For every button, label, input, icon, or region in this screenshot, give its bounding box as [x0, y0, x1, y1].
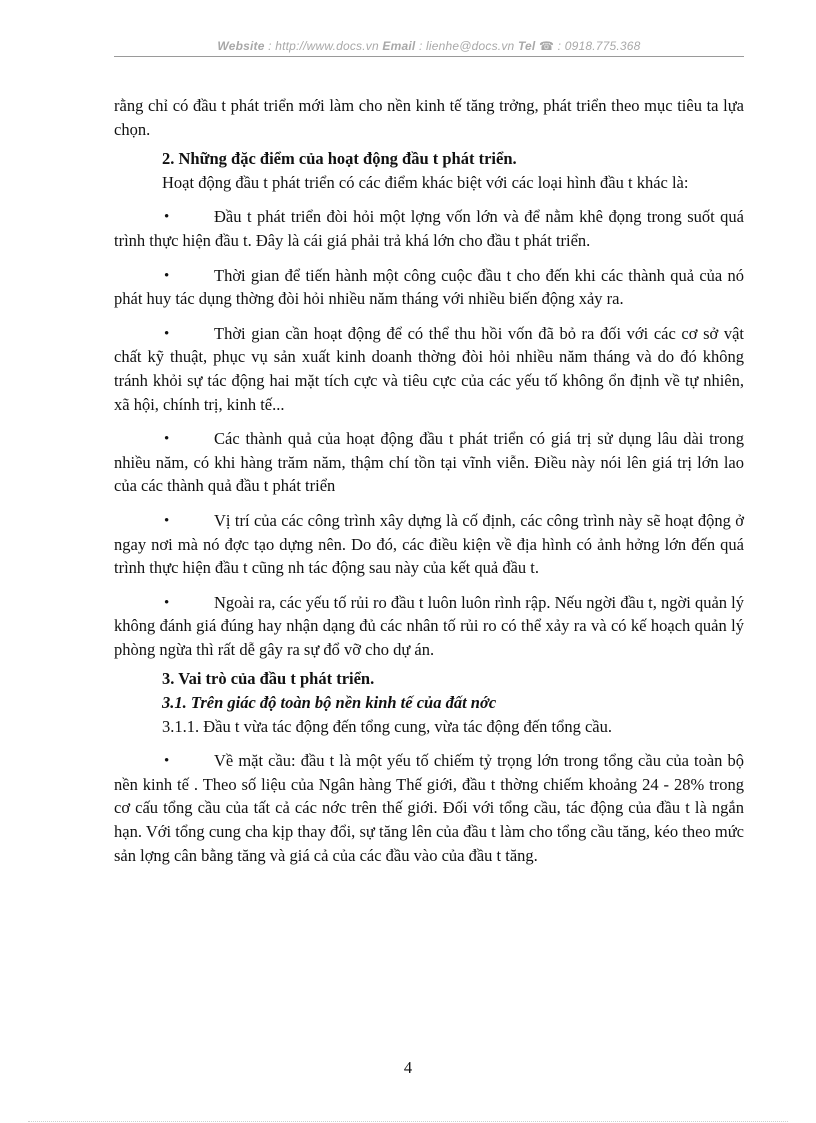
subsection-3-1-1: 3.1.1. Đầu t vừa tác động đến tổng cung, vừa tác động đến tổng cầu.	[162, 716, 612, 736]
bullet-icon: •	[164, 512, 170, 529]
bullet-item	[114, 509, 744, 580]
bullet-text: Về mặt cầu: đầu t là một yếu tố chiếm tỷ trọng lớn trong tổng cầu của toàn bộ nền kinh tế . Theo số liệu của Ngân hàng Thế giới, đầu t thờng chiếm khoảng 24 - 28% trong cơ cấu tổng cầu của tất cả các nớc trên thế giới. Đối với tổng cầu, tác động của đầu t là ngắn hạn. Với tổng cung cha kịp thay đổi, sự tăng lên của đầu t làm cho tổng cầu tăng, kéo theo mức sản lợng cân bằng tăng và giá cả của các đầu vào của đầu t tăng.	[114, 751, 744, 865]
bullet-icon: •	[164, 267, 170, 284]
header-divider	[114, 56, 744, 57]
phone-icon: ☎	[538, 39, 555, 53]
section-heading-3: 3. Vai trò của đầu t phát triển.	[162, 669, 375, 689]
intro-paragraph: rằng chỉ có đầu t phát triển mới làm cho nền kinh tế tăng trởng, phát triển theo mục tiêu ta lựa chọn.	[114, 96, 744, 139]
document-body	[114, 94, 744, 867]
bullet-item	[114, 264, 744, 311]
bullet-icon: •	[164, 753, 170, 770]
bullet-icon: •	[164, 209, 170, 226]
footer-divider	[28, 1121, 788, 1122]
section-heading-2: 2. Những đặc điểm của hoạt động đầu t phát triển.	[162, 149, 517, 169]
section-2-intro: Hoạt động đầu t phát triển có các điểm khác biệt với các loại hình đầu t khác là:	[162, 172, 689, 192]
bullet-text: Ngoài ra, các yếu tố rủi ro đầu t luôn luôn rình rập. Nếu ngời đầu t, ngời quản lý không đánh giá đúng hay nhận dạng đủ các nhân tố rủi ro có thể xảy ra và có kế hoạch quản lý phòng ngừa thì rất dễ gây ra sự đổ vỡ cho dự án.	[114, 592, 744, 659]
page-header	[114, 39, 744, 53]
bullet-text: Thời gian cần hoạt động để có thể thu hồi vốn đã bỏ ra đối với các cơ sở vật chất kỹ thuật, phục vụ sản xuất kinh doanh thờng đòi hỏi nhiều năm tháng và do đó không tránh khỏi sự tác động hai mặt tích cực và tiêu cực của các yếu tố không ổn định về tự nhiên, xã hội, chính trị, kinh tế...	[114, 323, 744, 414]
bullet-item	[114, 591, 744, 662]
bullet-icon: •	[164, 594, 170, 611]
page-number: 4	[403, 1058, 413, 1077]
bullet-item	[114, 205, 744, 252]
bullet-icon: •	[164, 325, 170, 342]
subsection-heading-3-1: 3.1. Trên giác độ toàn bộ nền kinh tế của đất nớc	[162, 693, 497, 713]
website-label: Website	[217, 39, 265, 53]
tel-value: : 0918.775.368	[554, 39, 641, 53]
email-label: Email	[382, 39, 416, 53]
bullet-text: Vị trí của các công trình xây dựng là cố định, các công trình này sẽ hoạt động ở ngay nơi mà nó đợc tạo dựng nên. Do đó, các điều kiện về địa hình có ảnh hởng lớn đến quá trình thực hiện đầu t cũng nh tác động sau này của kết quả đầu t.	[114, 510, 744, 578]
bullet-text: Thời gian để tiến hành một công cuộc đầu t cho đến khi các thành quả của nó phát huy tác dụng thờng đòi hỏi nhiều năm tháng với nhiều biến động xảy ra.	[114, 265, 744, 309]
bullet-icon: •	[164, 431, 170, 448]
bullet-text: Đầu t phát triển đòi hỏi một lợng vốn lớn và để nằm khê đọng trong suốt quá trình thực hiện đầu t. Đây là cái giá phải trả khá lớn cho đầu t phát triển.	[114, 207, 744, 250]
email-value: : lienhe@docs.vn	[415, 39, 518, 53]
tel-label: Tel	[517, 39, 536, 53]
bullet-text: Các thành quả của hoạt động đầu t phát triển có giá trị sử dụng lâu dài trong nhiều năm, có khi hàng trăm năm, thậm chí tồn tại vĩnh viễn. Điều này nói lên giá trị lớn lao của các thành quả đầu t phát triển	[114, 429, 744, 496]
bullet-item	[114, 427, 744, 498]
bullet-item	[114, 322, 744, 416]
website-value: : http://www.docs.vn	[264, 39, 383, 53]
bullet-item	[114, 749, 744, 867]
